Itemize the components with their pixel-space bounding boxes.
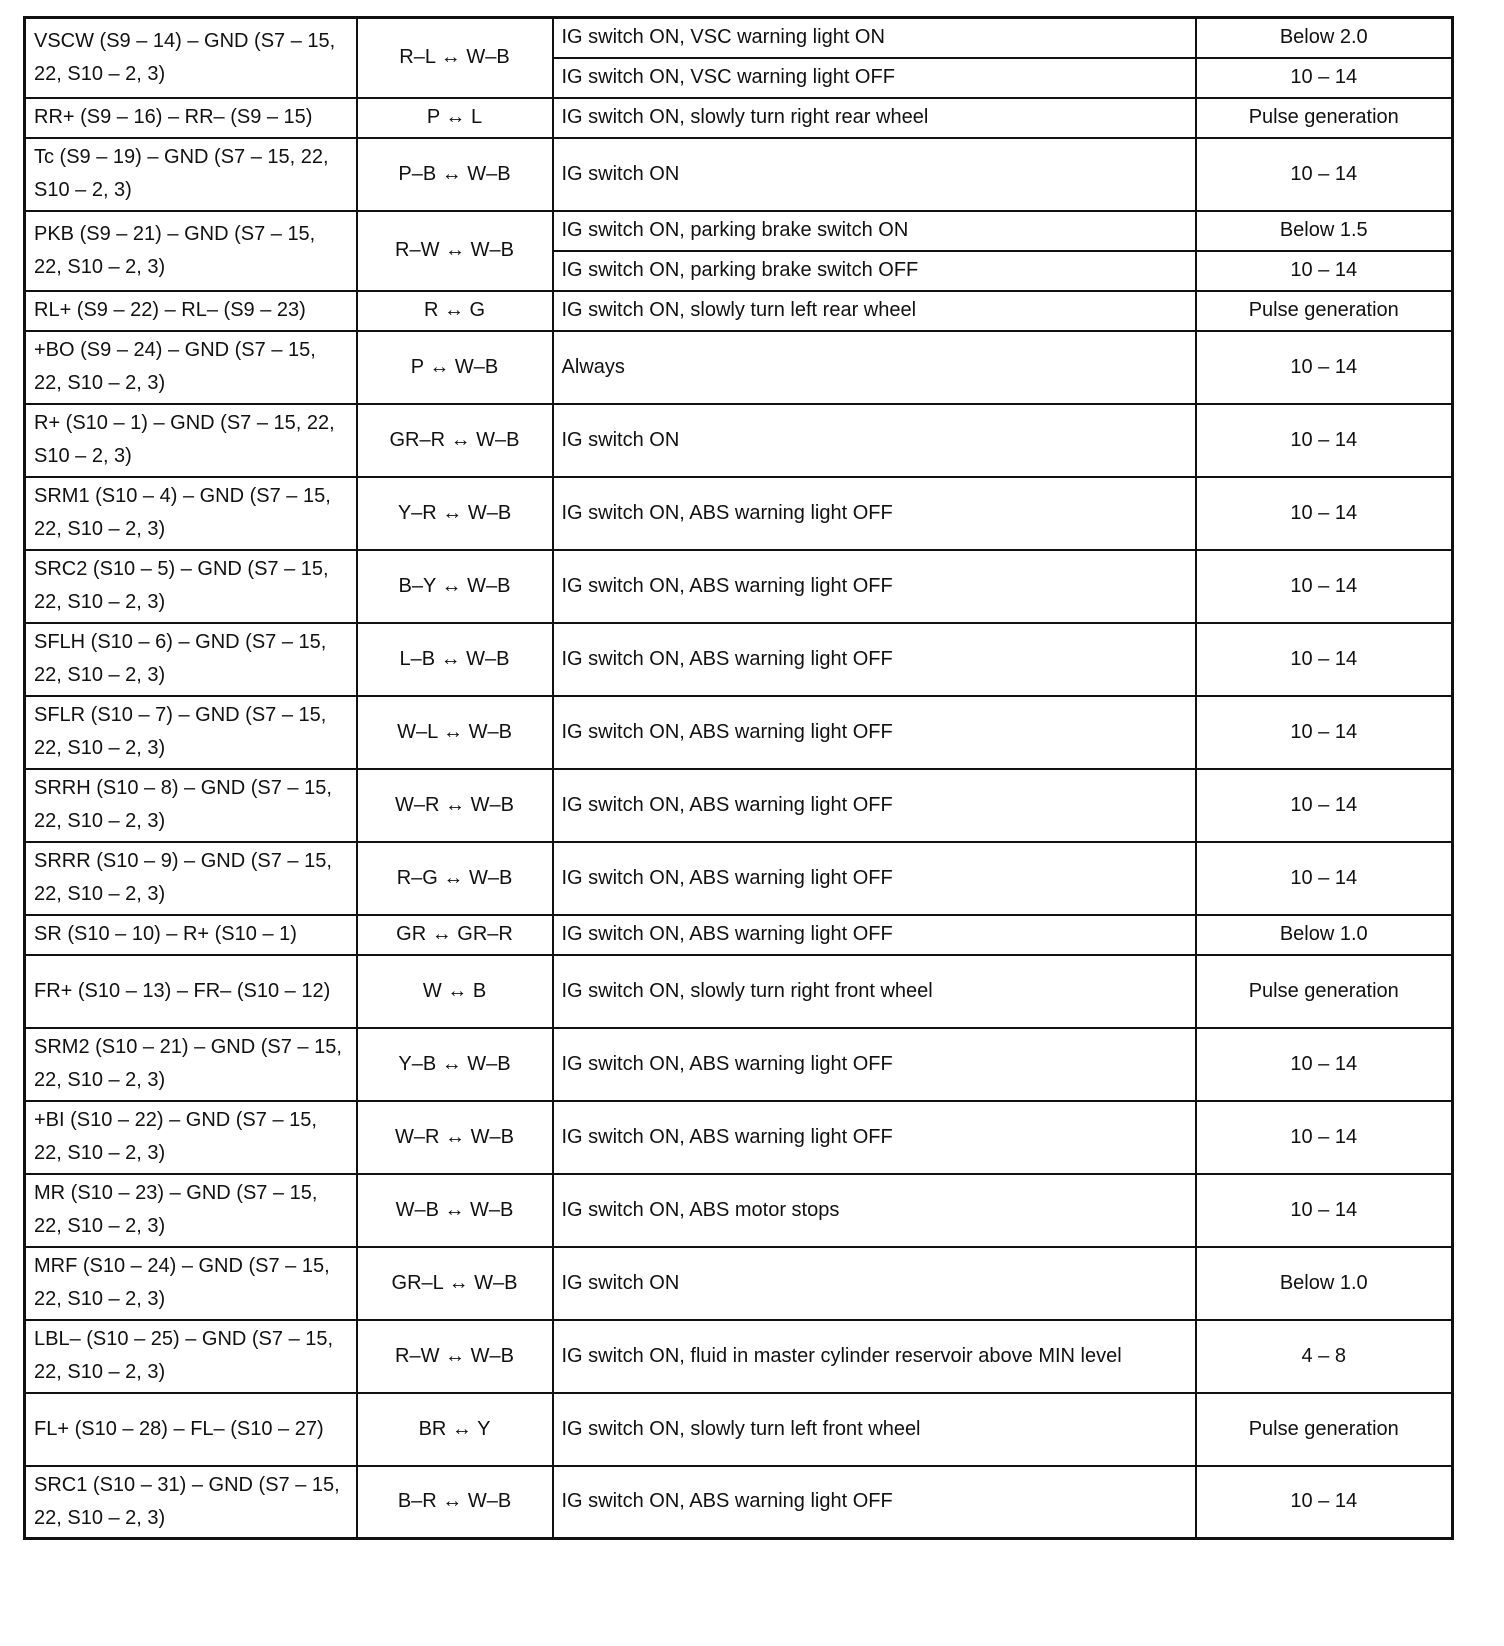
wire-color-cell: Y–B ↔ W–B [357,1028,553,1101]
terminal-cell: +BO (S9 – 24) – GND (S7 – 15, 22, S10 – 2, 3) [25,331,357,404]
terminal-cell: R+ (S10 – 1) – GND (S7 – 15, 22, S10 – 2, 3) [25,404,357,477]
specified-condition-cell: 10 – 14 [1196,331,1453,404]
table-row [25,477,1453,550]
wire-color-cell: Y–R ↔ W–B [357,477,553,550]
specified-condition-cell: Below 1.0 [1196,915,1453,955]
specified-condition-cell: 10 – 14 [1196,550,1453,623]
terminal-cell: SR (S10 – 10) – R+ (S10 – 1) [25,915,357,955]
condition-cell: IG switch ON, ABS warning light OFF [553,1028,1196,1101]
condition-cell: IG switch ON, slowly turn left rear wheel [553,291,1196,331]
terminal-cell: MRF (S10 – 24) – GND (S7 – 15, 22, S10 – 2, 3) [25,1247,357,1320]
wire-color-cell: W–B ↔ W–B [357,1174,553,1247]
condition-cell: IG switch ON, slowly turn left front wheel [553,1393,1196,1466]
condition-cell: IG switch ON, ABS warning light OFF [553,696,1196,769]
wire-color-cell: P ↔ L [357,98,553,138]
table-row [25,915,1453,955]
table-row [25,1247,1453,1320]
table-row [25,1028,1453,1101]
wire-color-cell: P–B ↔ W–B [357,138,553,211]
terminal-cell: RL+ (S9 – 22) – RL– (S9 – 23) [25,291,357,331]
terminal-cell: SRC2 (S10 – 5) – GND (S7 – 15, 22, S10 – 2, 3) [25,550,357,623]
specified-condition-cell: 10 – 14 [1196,769,1453,842]
table-row [25,696,1453,769]
condition-cell: IG switch ON, slowly turn right front wheel [553,955,1196,1028]
wire-color-cell: L–B ↔ W–B [357,623,553,696]
wire-color-cell: R ↔ G [357,291,553,331]
wire-color-cell: B–R ↔ W–B [357,1466,553,1539]
specified-condition-cell: Pulse generation [1196,98,1453,138]
specified-condition-cell: Below 1.0 [1196,1247,1453,1320]
condition-cell: IG switch ON, slowly turn right rear wheel [553,98,1196,138]
condition-cell: IG switch ON, ABS warning light OFF [553,915,1196,955]
terminal-cell: FR+ (S10 – 13) – FR– (S10 – 12) [25,955,357,1028]
terminal-cell: VSCW (S9 – 14) – GND (S7 – 15, 22, S10 – 2, 3) [25,18,357,98]
specified-condition-cell: 10 – 14 [1196,404,1453,477]
condition-cell: IG switch ON, fluid in master cylinder reservoir above MIN level [553,1320,1196,1393]
terminal-cell: FL+ (S10 – 28) – FL– (S10 – 27) [25,1393,357,1466]
table-row [25,211,1453,251]
specified-condition-cell: 10 – 14 [1196,251,1453,291]
wire-color-cell: GR–R ↔ W–B [357,404,553,477]
specified-condition-cell: Below 1.5 [1196,211,1453,251]
wire-color-cell: R–W ↔ W–B [357,1320,553,1393]
table-row [25,404,1453,477]
condition-cell: IG switch ON, ABS warning light OFF [553,550,1196,623]
wire-color-cell: R–L ↔ W–B [357,18,553,98]
condition-cell: IG switch ON, ABS warning light OFF [553,623,1196,696]
table-row [25,550,1453,623]
terminal-cell: SRRR (S10 – 9) – GND (S7 – 15, 22, S10 – 2, 3) [25,842,357,915]
wire-color-cell: W–R ↔ W–B [357,1101,553,1174]
condition-cell: IG switch ON, VSC warning light ON [553,18,1196,58]
specified-condition-cell: Pulse generation [1196,955,1453,1028]
wire-color-cell: W ↔ B [357,955,553,1028]
table-row [25,18,1453,58]
table-row [25,623,1453,696]
specified-condition-cell: 10 – 14 [1196,842,1453,915]
terminal-cell: PKB (S9 – 21) – GND (S7 – 15, 22, S10 – 2, 3) [25,211,357,291]
specified-condition-cell: 10 – 14 [1196,138,1453,211]
specified-condition-cell: 10 – 14 [1196,477,1453,550]
table-row [25,98,1453,138]
terminal-cell: SRC1 (S10 – 31) – GND (S7 – 15, 22, S10 – 2, 3) [25,1466,357,1539]
condition-cell: IG switch ON [553,1247,1196,1320]
table-row [25,138,1453,211]
terminal-inspection-table [23,16,1454,1540]
condition-cell: IG switch ON, ABS warning light OFF [553,842,1196,915]
terminal-cell: +BI (S10 – 22) – GND (S7 – 15, 22, S10 – 2, 3) [25,1101,357,1174]
condition-cell: IG switch ON [553,138,1196,211]
wire-color-cell: W–L ↔ W–B [357,696,553,769]
specified-condition-cell: 10 – 14 [1196,1174,1453,1247]
terminal-cell: SFLH (S10 – 6) – GND (S7 – 15, 22, S10 – 2, 3) [25,623,357,696]
table-row [25,291,1453,331]
specified-condition-cell: Pulse generation [1196,1393,1453,1466]
terminal-cell: SFLR (S10 – 7) – GND (S7 – 15, 22, S10 – 2, 3) [25,696,357,769]
wire-color-cell: BR ↔ Y [357,1393,553,1466]
condition-cell: IG switch ON [553,404,1196,477]
wire-color-cell: GR–L ↔ W–B [357,1247,553,1320]
wire-color-cell: P ↔ W–B [357,331,553,404]
table-row [25,1101,1453,1174]
condition-cell: IG switch ON, VSC warning light OFF [553,58,1196,98]
condition-cell: IG switch ON, ABS warning light OFF [553,769,1196,842]
table-body [25,18,1453,1539]
specified-condition-cell: Below 2.0 [1196,18,1453,58]
wire-color-cell: B–Y ↔ W–B [357,550,553,623]
table-row [25,955,1453,1028]
specified-condition-cell: Pulse generation [1196,291,1453,331]
wire-color-cell: R–G ↔ W–B [357,842,553,915]
wire-color-cell: GR ↔ GR–R [357,915,553,955]
table-row [25,1466,1453,1539]
terminal-cell: MR (S10 – 23) – GND (S7 – 15, 22, S10 – 2, 3) [25,1174,357,1247]
terminal-cell: SRM2 (S10 – 21) – GND (S7 – 15, 22, S10 – 2, 3) [25,1028,357,1101]
specified-condition-cell: 10 – 14 [1196,1101,1453,1174]
table-row [25,1174,1453,1247]
terminal-cell: LBL– (S10 – 25) – GND (S7 – 15, 22, S10 – 2, 3) [25,1320,357,1393]
terminal-cell: Tc (S9 – 19) – GND (S7 – 15, 22, S10 – 2, 3) [25,138,357,211]
condition-cell: IG switch ON, parking brake switch ON [553,211,1196,251]
table-row [25,1393,1453,1466]
terminal-cell: SRRH (S10 – 8) – GND (S7 – 15, 22, S10 – 2, 3) [25,769,357,842]
condition-cell: Always [553,331,1196,404]
terminal-cell: RR+ (S9 – 16) – RR– (S9 – 15) [25,98,357,138]
condition-cell: IG switch ON, ABS motor stops [553,1174,1196,1247]
table-row [25,842,1453,915]
condition-cell: IG switch ON, ABS warning light OFF [553,477,1196,550]
wire-color-cell: W–R ↔ W–B [357,769,553,842]
specified-condition-cell: 10 – 14 [1196,58,1453,98]
table-row [25,769,1453,842]
condition-cell: IG switch ON, ABS warning light OFF [553,1101,1196,1174]
specified-condition-cell: 10 – 14 [1196,696,1453,769]
condition-cell: IG switch ON, ABS warning light OFF [553,1466,1196,1539]
specified-condition-cell: 4 – 8 [1196,1320,1453,1393]
table-row [25,1320,1453,1393]
specified-condition-cell: 10 – 14 [1196,1466,1453,1539]
specified-condition-cell: 10 – 14 [1196,1028,1453,1101]
wire-color-cell: R–W ↔ W–B [357,211,553,291]
condition-cell: IG switch ON, parking brake switch OFF [553,251,1196,291]
table-row [25,331,1453,404]
terminal-cell: SRM1 (S10 – 4) – GND (S7 – 15, 22, S10 – 2, 3) [25,477,357,550]
specified-condition-cell: 10 – 14 [1196,623,1453,696]
